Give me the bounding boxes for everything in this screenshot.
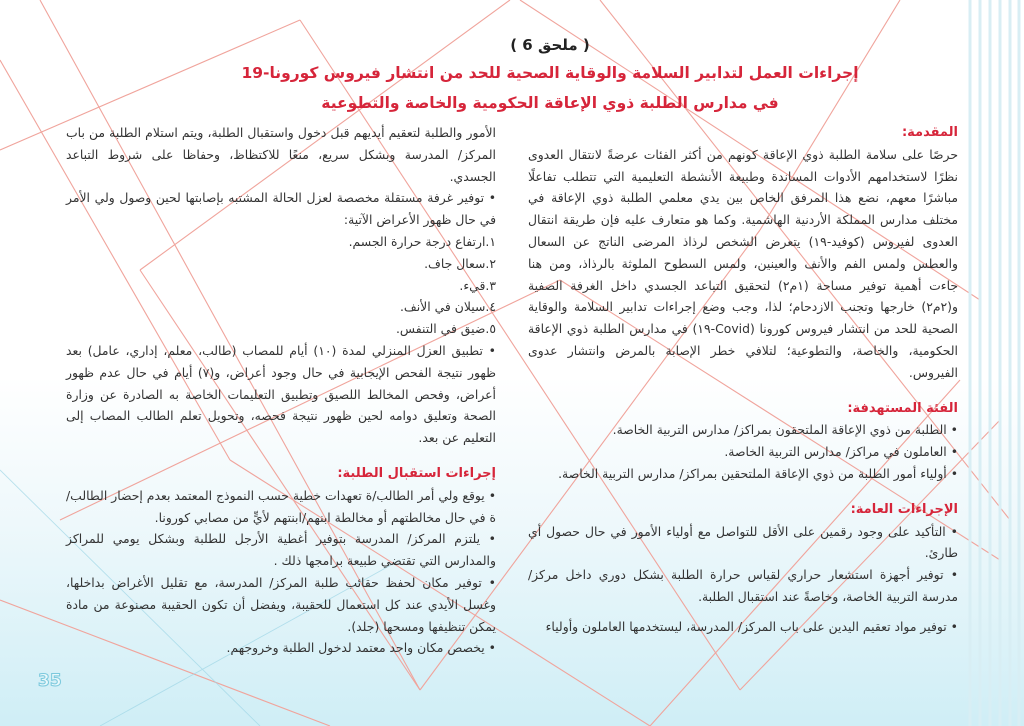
general-item: • توفير مواد تعقيم اليدين على باب المركز/ المدرسة، ليستخدمها العاملون وأولياء <box>545 618 958 634</box>
general-procedures-heading: الإجراءات العامة: <box>850 501 958 517</box>
right-edge-stripes <box>964 0 1024 726</box>
intro-paragraph: حرصًا على سلامة الطلبة ذوي الإعاقة كونهم من أكثر الفئات عرضةً لانتقال العدوى نظرًا لاستخدامهم الأدوات المساندة وطبيعة الأنشطة التعليمية التي تتطلب تفاعلًا مباشرًا معهم، نضع هذا المرفق الخاص بين يدي معلمي الطلبة ذوي الإعاقة في مختلف مدارس المملكة الأردنية الهاشمية. وكما هو متعارف عليه فإن طريقة انتقال العدوى لفيروس (كوفيد-١٩) يتعرض الشخص لرذاذ المرضى الناتج عن السعال والعطس ولمس الفم والأنف والعينين، ولمس السطوح الملوثة بالرذاذ، ومن هنا جاءت أهمية توفير مساحة (١م٢) لتحقيق التباعد الجسدي داخل الغرفة الصفية و(٢م٢) خارجها وتجنب الازدحام؛ لذا، وجب وضع إجراءات تدابير السلامة والوقاية الصحية للحد من انتشار فيروس كورونا (Covid-١٩) في مدارس الطلبة ذوي الإعاقة الحكومية، والخاصة، والتطوعية؛ لتلافي خطر الإصابة بالمرض وانتشار عدوى الفيروس. <box>528 146 959 380</box>
intro-heading: المقدمة: <box>901 125 958 140</box>
page-title: إجراءات العمل لتدابير السلامة والوقاية الصحية للحد من انتشار فيروس كورونا-19 <box>241 64 859 82</box>
reception-item: • توفير مكان لحفظ حقائب طلبة المركز/ المدرسة، مع تقليل الأغراض بداخلها، وغسل الأيدي عند كل استعمال للحقيبة، ويفضل أن تكون الحقيبة مصنوعة من مادة يمكن تنظيفها ومسحها (جلد). <box>66 574 496 634</box>
left-column <box>66 122 496 659</box>
isolation-item: • توفير غرفة مستقلة مخصصة لعزل الحالة المشتبه بإصابتها لحين وصول ولي الأمر في حال ظهور الأعراض الآتية: <box>66 190 496 228</box>
reception-item: • يخصص مكان واحد معتمد لدخول الطلبة وخروجهم. <box>226 640 496 656</box>
reception-item: • يلتزم المركز/ المدرسة بتوفير أغطية الأرجل للطلبة وبشكل يومي للمراكز والمدارس التي تقتضي طبيعة برامجها ذلك . <box>66 531 496 569</box>
target-item: • الطلبة من ذوي الإعاقة الملتحقون بمراكز/ مدارس التربية الخاصة. <box>612 422 958 438</box>
target-item: • أولياء أمور الطلبة من ذوي الإعاقة الملتحقين بمراكز/ مدارس التربية الخاصة. <box>558 465 958 481</box>
symptom-item: ٥.ضيق في التنفس. <box>395 321 496 337</box>
general-item: • توفير أجهزة استشعار حراري لقياس حرارة الطلبة بشكل دوري داخل مركز/ مدرسة التربية الخاصة، وخاصةً عند استقبال الطلبة. <box>528 567 958 604</box>
reception-item: • يوقع ولي أمر الطالب/ة تعهدات خطية حسب النموذج المعتمد بعدم إحضار الطالب/ة في حال مخالطتهم أو مخالطة ابنهم/ابنتهم لأيٍّ من مصابي كورونا. <box>66 487 496 525</box>
target-item: • العاملون في مراكز/ مدارس التربية الخاصة. <box>724 444 958 460</box>
page-subtitle: في مدارس الطلبة ذوي الإعاقة الحكومية والخاصة والتطوعية <box>321 94 779 112</box>
symptom-item: ٢.سعال جاف. <box>424 255 496 271</box>
annex-label: ( ملحق 6 ) <box>510 36 590 54</box>
reception-procedures-heading: إجراءات استقبال الطلبة: <box>337 465 496 481</box>
page-number: 35 <box>38 671 62 691</box>
target-group-heading: الفئة المستهدفة: <box>847 400 958 416</box>
continuation-paragraph: الأمور والطلبة لتعقيم أيديهم قبل دخول واستقبال الطلبة، ويتم استلام الطلبة من باب المركز/ المدرسة وبشكل سريع، منعًا للاكتظاظ، وحفاظا على شروط التباعد الجسدي. <box>66 125 496 184</box>
symptom-item: ٤.سيلان في الأنف. <box>399 299 496 315</box>
general-item: • التأكيد على وجود رقمين على الأقل للتواصل مع أولياء الأمور في حال حصول أي طارئ. <box>528 523 958 561</box>
right-column <box>528 122 958 638</box>
quarantine-item: • تطبيق العزل المنزلي لمدة (١٠) أيام للمصاب (طالب، معلم، إداري، عامل) بعد ظهور نتيجة الفحص الإيجابية في حال وجود أعراض، و(٧) أيام في حال عدم ظهور أعراض، وفحص المخالط اللصيق وتطبيق التعليمات الخاصة به الصادرة عن وزارة الصحة وتعليق دوامه لحين ظهور نتيجة فحصه، وتحويل تعلم الطالب المصاب إلى التعليم عن بعد. <box>66 342 496 446</box>
symptom-item: ٣.قيء. <box>459 277 496 293</box>
symptom-item: ١.ارتفاع درجة حرارة الجسم. <box>348 233 496 249</box>
